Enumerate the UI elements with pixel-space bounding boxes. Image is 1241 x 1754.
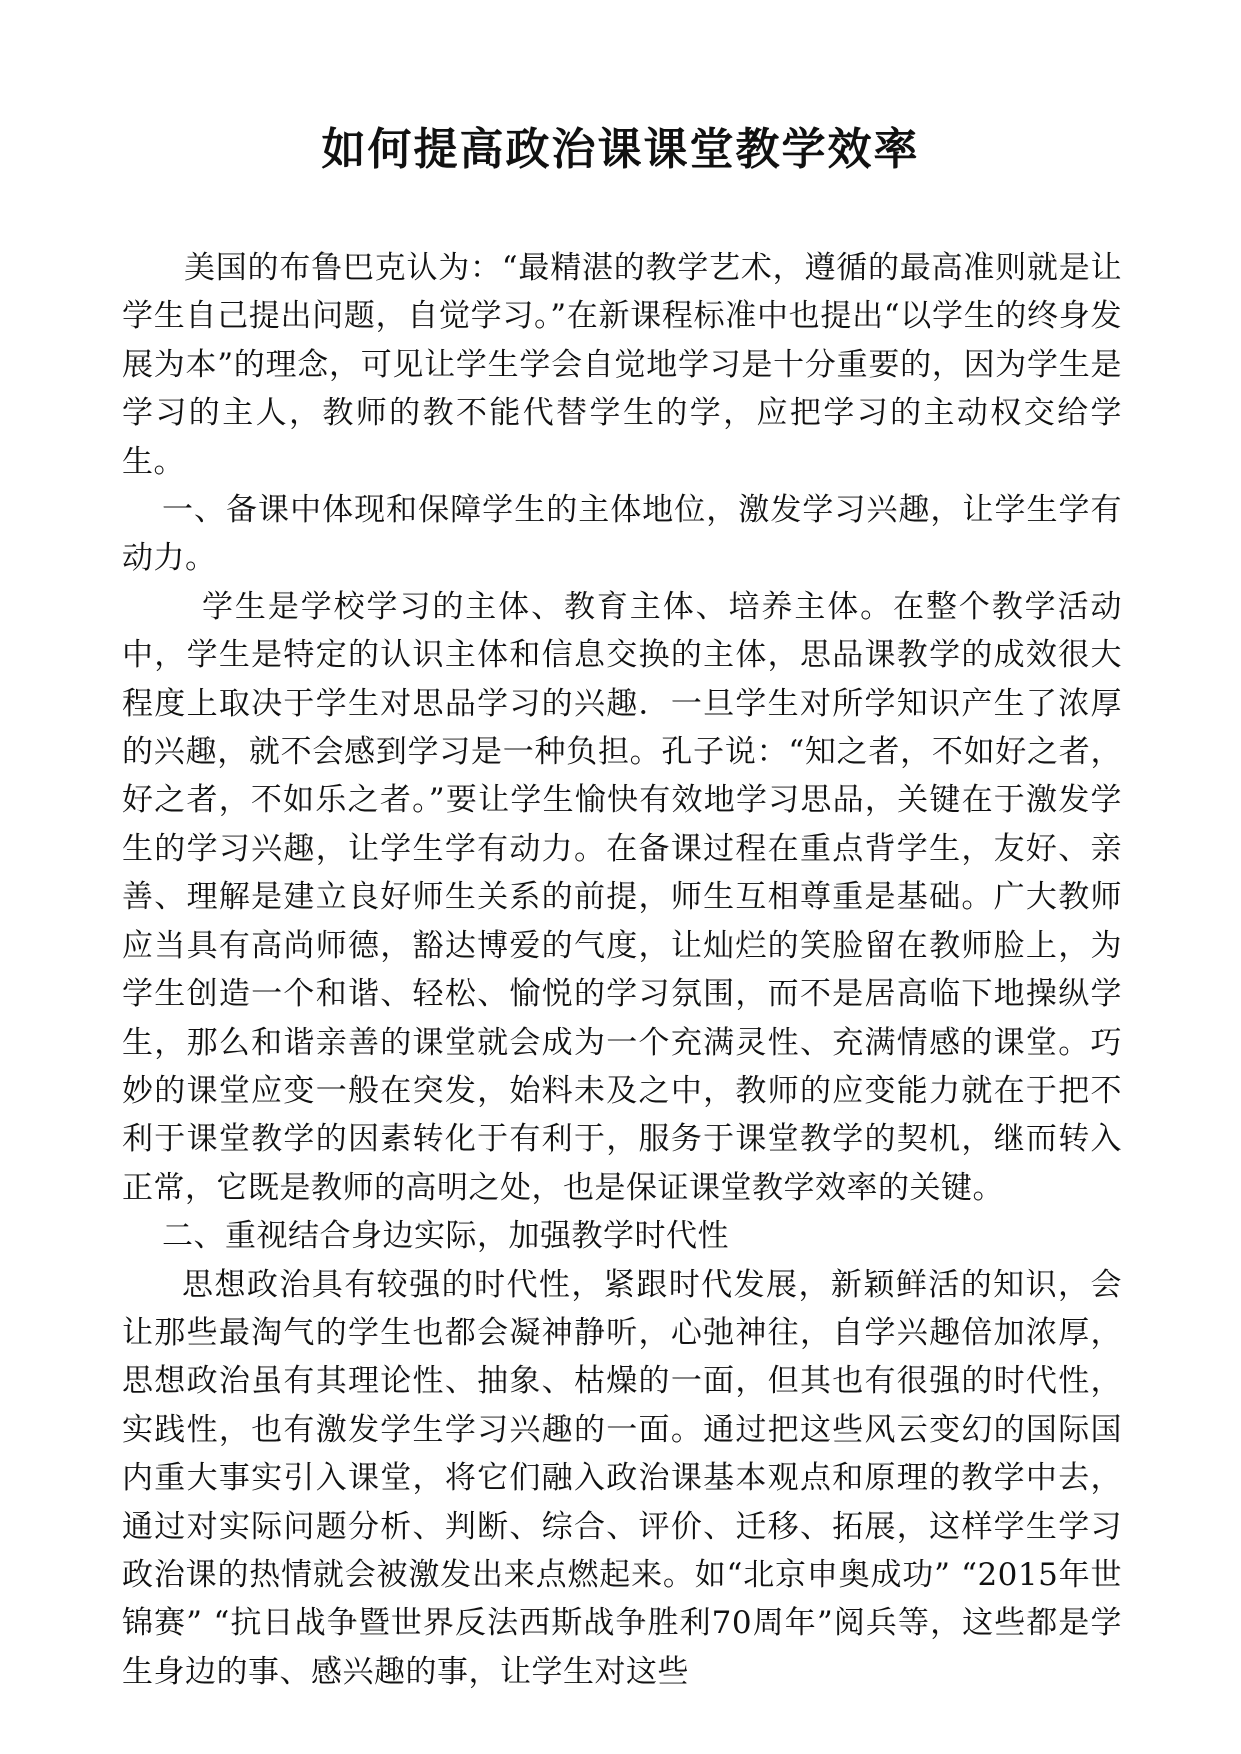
paragraph-section-1: 学生是学校学习的主体、教育主体、培养主体。在整个教学活动中，学生是特定的认识主体和信息交换的主体，思品课教学的成效很大程度上取决于学生对思品学习的兴趣．一旦学生对所学知识产生了浓厚的兴趣，就不会感到学习是一种负担。孔子说：“知之者，不如好之者，好之者，不如乐之者。”要让学生愉快有效地学习思品，关键在于激发学生的学习兴趣，让学生学有动力。在备课过程在重点背学生，友好、亲善、理解是建立良好师生关系的前提，师生互相尊重是基础。广大教师应当具有高尚师德，豁达博爱的气度，让灿烂的笑脸留在教师脸上，为学生创造一个和谐、轻松、愉悦的学习氛围，而不是居高临下地操纵学生，那么和谐亲善的课堂就会成为一个充满灵性、充满情感的课堂。巧妙的课堂应变一般在突发，始料未及之中，教师的应变能力就在于把不利于课堂教学的因素转化于有利于，服务于课堂教学的契机，继而转入正常，它既是教师的高明之处，也是保证课堂教学效率的关键。	[122, 588, 1122, 1206]
paragraph-section-2: 思想政治具有较强的时代性，紧跟时代发展，新颖鲜活的知识，会让那些最淘气的学生也都会凝神静听，心弛神往，自学兴趣倍加浓厚，思想政治虽有其理论性、抽象、枯燥的一面，但其也有很强的时代性，实践性，也有激发学生学习兴趣的一面。通过把这些风云变幻的国际国内重大事实引入课堂，将它们融入政治课基本观点和原理的教学中去，通过对实际问题分析、判断、综合、评价、迁移、拓展，这样学生学习政治课的热情就会被激发出来点燃起来。如“北京申奥成功” “2015年世锦赛” “抗日战争暨世界反法西斯战争胜利70周年”阅兵等，这些都是学生身边的事、感兴趣的事，让学生对这些	[122, 1266, 1122, 1690]
document-title: 如何提高政治课课堂教学效率	[321, 124, 920, 175]
section-heading-1: 一、备课中体现和保障学生的主体地位，激发学习兴趣，让学生学有动力。	[122, 492, 1122, 577]
section-heading-2: 二、重视结合身边实际，加强教学时代性	[162, 1218, 729, 1255]
paragraph-intro: 美国的布鲁巴克认为：“最精湛的教学艺术，遵循的最高准则就是让学生自己提出问题，自觉学习。”在新课程标准中也提出“以学生的终身发展为本”的理念，可见让学生学会自觉地学习是十分重要的，因为学生是学习的主人，教师的教不能代替学生的学，应把学习的主动权交给学生。	[122, 250, 1122, 480]
document-body	[122, 244, 1122, 1696]
